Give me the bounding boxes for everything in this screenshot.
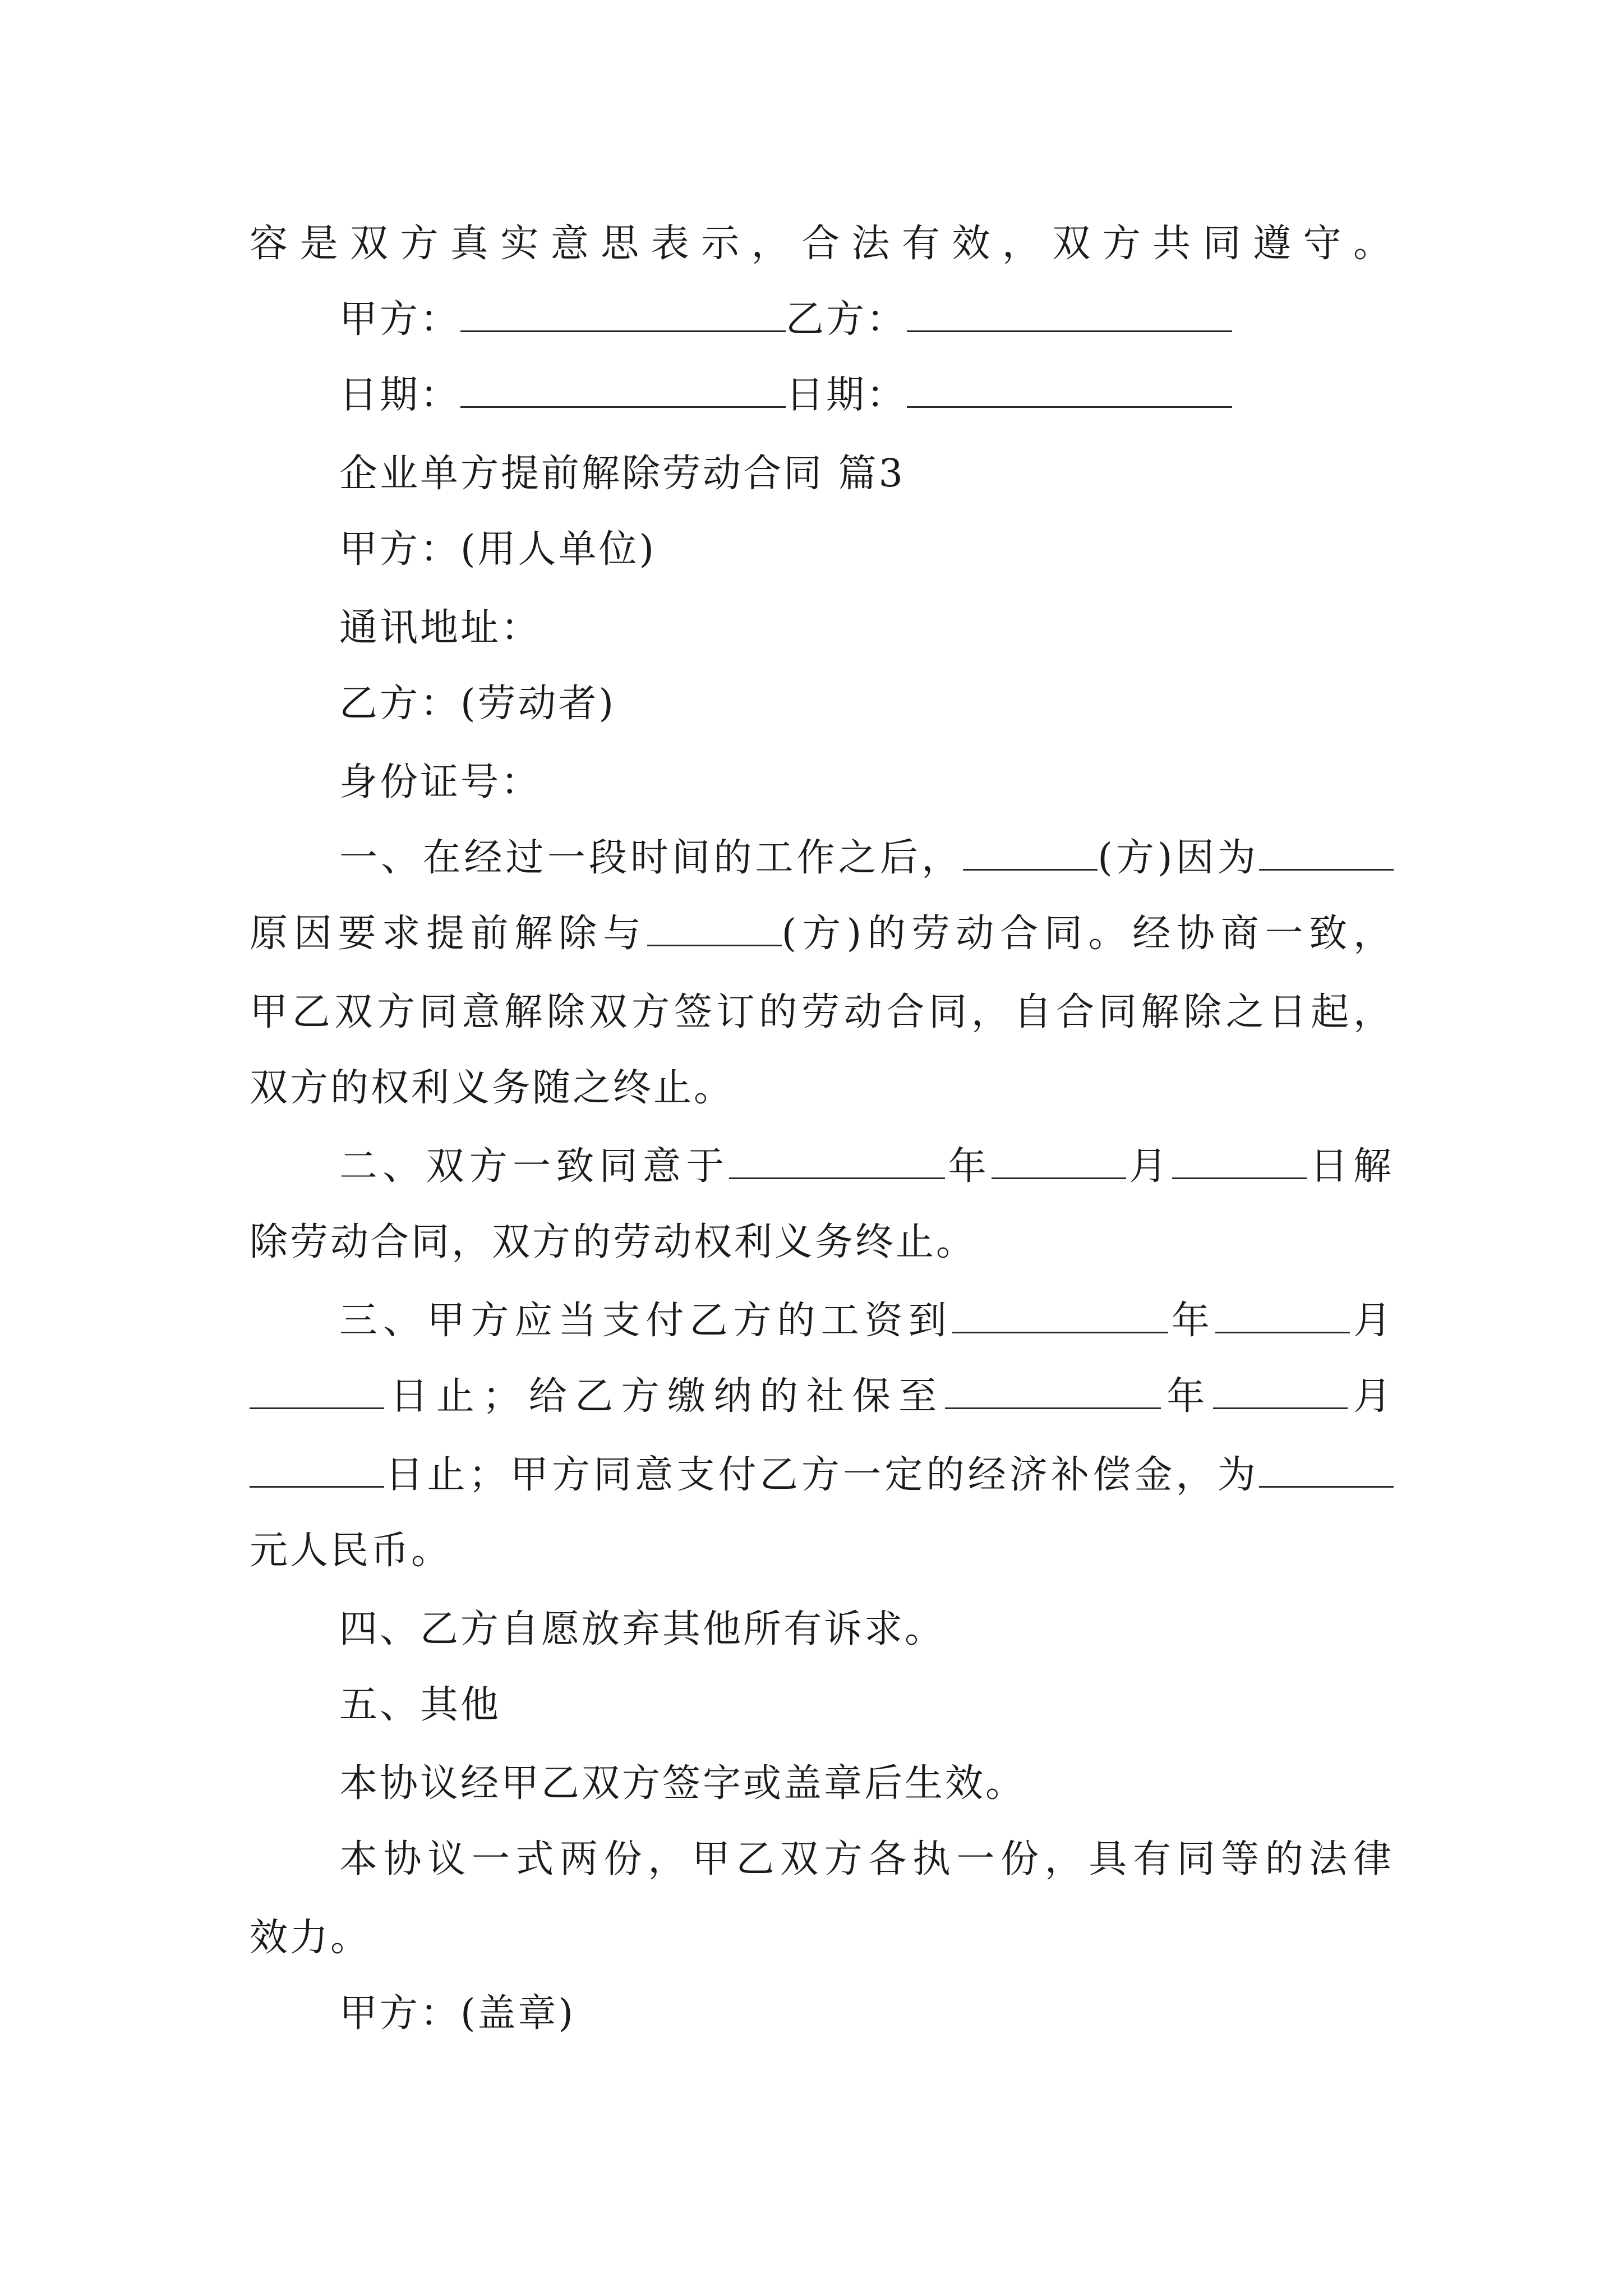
text: 日止；给乙方缴纳的社保至 — [384, 1374, 945, 1419]
clause-3-line-3 — [250, 1447, 1394, 1503]
clause-3-line-1 — [339, 1293, 1394, 1349]
party-a-seal-line — [339, 1986, 575, 2042]
blank-day[interactable] — [250, 1451, 384, 1488]
text: 甲乙双方同意解除双方签订的劳动合同，自合同解除之日起， — [250, 990, 1394, 1034]
blank-day[interactable] — [1172, 1143, 1307, 1179]
text: (方)因为 — [1098, 836, 1259, 880]
clause-4 — [339, 1602, 945, 1658]
party-a-blank[interactable] — [460, 296, 786, 332]
text: 年 — [945, 1144, 992, 1189]
blank-year[interactable] — [729, 1143, 945, 1179]
blank-party[interactable] — [963, 834, 1098, 871]
blank-year[interactable] — [945, 1373, 1161, 1409]
text: 二、双方一致同意于 — [339, 1144, 730, 1189]
clause-5 — [339, 1677, 501, 1733]
text: 三、甲方应当支付乙方的工资到 — [339, 1299, 952, 1343]
id-number-line — [339, 754, 541, 811]
copies-line-1 — [339, 1832, 1394, 1888]
blank-day[interactable] — [250, 1373, 384, 1409]
clause-2-line-2 — [250, 1214, 976, 1271]
party-a-header — [339, 522, 656, 578]
clause-1-line-2 — [250, 906, 1394, 962]
blank-party[interactable] — [647, 910, 782, 946]
signature-line-party-a-b — [339, 292, 1232, 348]
text: (方)的劳动合同。经协商一致， — [781, 912, 1394, 956]
text: 甲方：(用人单位) — [339, 527, 657, 572]
text: 日解 — [1307, 1144, 1394, 1189]
party-b-blank[interactable] — [907, 296, 1232, 332]
blank-month[interactable] — [1215, 1297, 1350, 1333]
date-line — [339, 367, 1232, 424]
paragraph-line — [250, 216, 1394, 272]
text: 一、在经过一段时间的工作之后， — [339, 836, 963, 880]
date-a-blank[interactable] — [460, 371, 786, 408]
date-b-label: 日期： — [786, 373, 907, 417]
text: 本协议一式两份，甲乙双方各执一份，具有同等的法律 — [339, 1837, 1394, 1881]
clause-2-line-1 — [339, 1139, 1394, 1195]
clause-3-line-4 — [250, 1523, 451, 1579]
text: 元人民币。 — [250, 1529, 452, 1573]
section-title-text: 企业单方提前解除劳动合同 篇3 — [339, 452, 905, 496]
party-a-label: 甲方： — [339, 297, 461, 342]
address-line — [339, 600, 541, 656]
text: 月 — [1126, 1144, 1173, 1189]
text: 除劳动合同，双方的劳动权利义务终止。 — [250, 1220, 977, 1264]
text: 乙方：(劳动者) — [339, 682, 616, 726]
text: 本协议经甲乙双方签字或盖章后生效。 — [339, 1761, 1026, 1806]
section-title — [339, 446, 905, 502]
text: 日止；甲方同意支付乙方一定的经济补偿金，为 — [384, 1453, 1259, 1497]
text: 容是双方真实意思表示，合法有效，双方共同遵守。 — [250, 222, 1394, 266]
date-b-blank[interactable] — [907, 371, 1232, 408]
blank-reason[interactable] — [1259, 834, 1394, 871]
date-a-label: 日期： — [339, 373, 461, 417]
clause-1-line-4 — [250, 1060, 734, 1116]
text: 年 — [1160, 1374, 1213, 1419]
text: 甲方：(盖章) — [339, 1991, 576, 2036]
blank-month[interactable] — [1213, 1373, 1348, 1409]
clause-3-line-2 — [250, 1369, 1394, 1425]
copies-line-2 — [250, 1910, 371, 1966]
blank-amount[interactable] — [1259, 1451, 1394, 1488]
text: 原因要求提前解除与 — [250, 912, 647, 956]
blank-month[interactable] — [992, 1143, 1126, 1179]
blank-year[interactable] — [952, 1297, 1168, 1333]
text: 年 — [1168, 1299, 1215, 1343]
party-b-label: 乙方： — [786, 297, 907, 342]
text: 通讯地址： — [339, 606, 542, 650]
party-b-header — [339, 676, 616, 732]
text: 月 — [1347, 1374, 1394, 1419]
text: 月 — [1349, 1299, 1394, 1343]
text: 五、其他 — [339, 1683, 501, 1727]
text: 效力。 — [250, 1916, 371, 1960]
text: 双方的权利义务随之终止。 — [250, 1066, 735, 1110]
text: 身份证号： — [339, 760, 542, 804]
effect-line — [339, 1756, 1026, 1812]
text: 四、乙方自愿放弃其他所有诉求。 — [339, 1607, 946, 1651]
clause-1-line-1 — [339, 830, 1394, 886]
clause-1-line-3 — [250, 984, 1394, 1041]
